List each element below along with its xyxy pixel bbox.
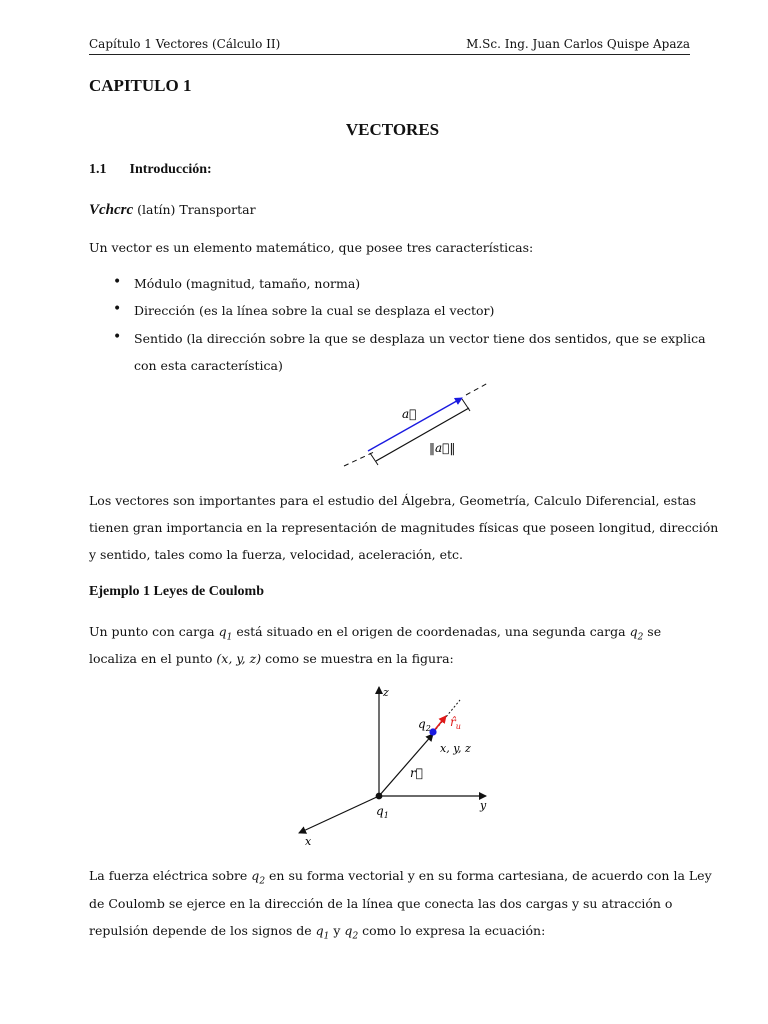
paragraph-line-1: Los vectores son importantes para el estudio del Álgebra, Geometría, Calculo Diferencial, estas xyxy=(89,493,697,508)
page-title: VECTORES xyxy=(345,120,440,139)
header-right: M.Sc. Ing. Juan Carlos Quispe Apaza xyxy=(466,37,690,51)
text-run: Un punto con carga xyxy=(89,624,219,639)
chapter-heading: CAPITULO 1 xyxy=(89,76,192,95)
y-axis-label: y xyxy=(480,799,487,812)
charge-q2 xyxy=(629,624,644,643)
origin-point xyxy=(376,793,383,800)
paragraph3-line-3 xyxy=(89,923,545,942)
text-run: La fuerza eléctrica sobre xyxy=(89,868,252,883)
vector-a-label: a⃗ xyxy=(402,407,417,421)
bullet-item-3-continued: con esta característica) xyxy=(134,358,283,373)
charge-q1 xyxy=(218,624,233,643)
etymology-rest: (latín) Transportar xyxy=(137,202,256,217)
r-hat-symbol: r̂ xyxy=(450,715,456,729)
z-axis-label: z xyxy=(383,686,389,699)
text-run: repulsión depende de los signos de xyxy=(89,923,316,938)
bullet-item-2: Dirección (es la línea sobre la cual se desplaza el vector) xyxy=(134,303,495,318)
subscript: u xyxy=(455,722,461,731)
q-symbol: q xyxy=(218,624,227,639)
text-run: como se muestra en la figura: xyxy=(261,651,454,666)
subscript: 1 xyxy=(323,931,330,942)
charge-q2 xyxy=(344,923,359,942)
intro-text: Un vector es un elemento matemático, que posee tres características: xyxy=(89,240,534,255)
q-symbol: q xyxy=(344,923,353,938)
etymology-line xyxy=(89,202,256,219)
bullet-item-1: Módulo (magnitud, tamaño, norma) xyxy=(134,276,361,291)
coulomb-figure xyxy=(290,682,510,852)
text-run: se xyxy=(643,624,662,639)
subscript: 1 xyxy=(226,632,233,643)
dashed-line xyxy=(344,452,374,466)
norm-label: ‖a⃗‖ xyxy=(429,441,456,455)
q-symbol: q xyxy=(251,868,260,883)
etymology-word: Vchcrc xyxy=(89,202,134,218)
paragraph3-line-2: de Coulomb se ejerce en la dirección de la línea que conecta las dos cargas y su atracción o xyxy=(89,896,673,911)
subscript: 2 xyxy=(637,632,644,643)
paragraph-line-3: y sentido, tales como la fuerza, velocidad, aceleración, etc. xyxy=(89,547,463,562)
charge-q2 xyxy=(251,868,266,887)
x-axis xyxy=(299,796,379,833)
bullet-item-3: Sentido (la dirección sobre la que se desplaza un vector tiene dos sentidos, que se explica xyxy=(134,331,706,346)
text-run: está situado en el origen de coordenadas, una segunda carga xyxy=(232,624,630,639)
point-coords-label: x, y, z xyxy=(440,742,471,755)
bullet-dot: • xyxy=(113,329,122,345)
q1-label xyxy=(376,804,389,820)
q-symbol: q xyxy=(315,923,324,938)
subscript: 1 xyxy=(383,811,389,820)
page-header xyxy=(89,36,690,55)
r-vector-label: r⃗ xyxy=(410,766,423,780)
text-run: en su forma vectorial y en su forma cartesiana, de acuerdo con la Ley xyxy=(265,868,712,883)
example-line-1 xyxy=(89,624,661,643)
section-heading xyxy=(89,162,212,178)
dashed-line xyxy=(466,383,488,395)
text-run: como lo expresa la ecuación: xyxy=(358,923,546,938)
text-run: y xyxy=(329,923,345,938)
example-heading: Ejemplo 1 Leyes de Coulomb xyxy=(89,584,264,599)
q2-label xyxy=(418,717,431,733)
section-number: 1.1 xyxy=(89,162,107,177)
text-run: localiza en el punto xyxy=(89,651,217,666)
q-symbol: q xyxy=(376,804,384,818)
example-line-2 xyxy=(89,651,454,666)
section-title: Introducción: xyxy=(129,162,212,177)
header-left: Capítulo 1 Vectores (Cálculo II) xyxy=(89,37,281,51)
subscript: 2 xyxy=(259,876,266,887)
x-axis-label: x xyxy=(305,835,312,848)
paragraph-line-2: tienen gran importancia en la representación de magnitudes físicas que poseen longitud, dirección xyxy=(89,520,719,535)
bullet-dot: • xyxy=(113,274,122,290)
paragraph3-line-1 xyxy=(89,868,712,887)
bullet-dot: • xyxy=(113,301,122,317)
q-symbol: q xyxy=(629,624,638,639)
subscript: 2 xyxy=(425,724,431,733)
unit-vector-label xyxy=(450,715,461,731)
tick-mark xyxy=(370,453,378,465)
subscript: 2 xyxy=(352,931,359,942)
point-xyz: (x, y, z) xyxy=(216,651,262,666)
q-symbol: q xyxy=(418,717,426,731)
r-vector-arrow xyxy=(379,734,433,796)
charge-q1 xyxy=(315,923,330,942)
vector-figure xyxy=(330,372,500,472)
